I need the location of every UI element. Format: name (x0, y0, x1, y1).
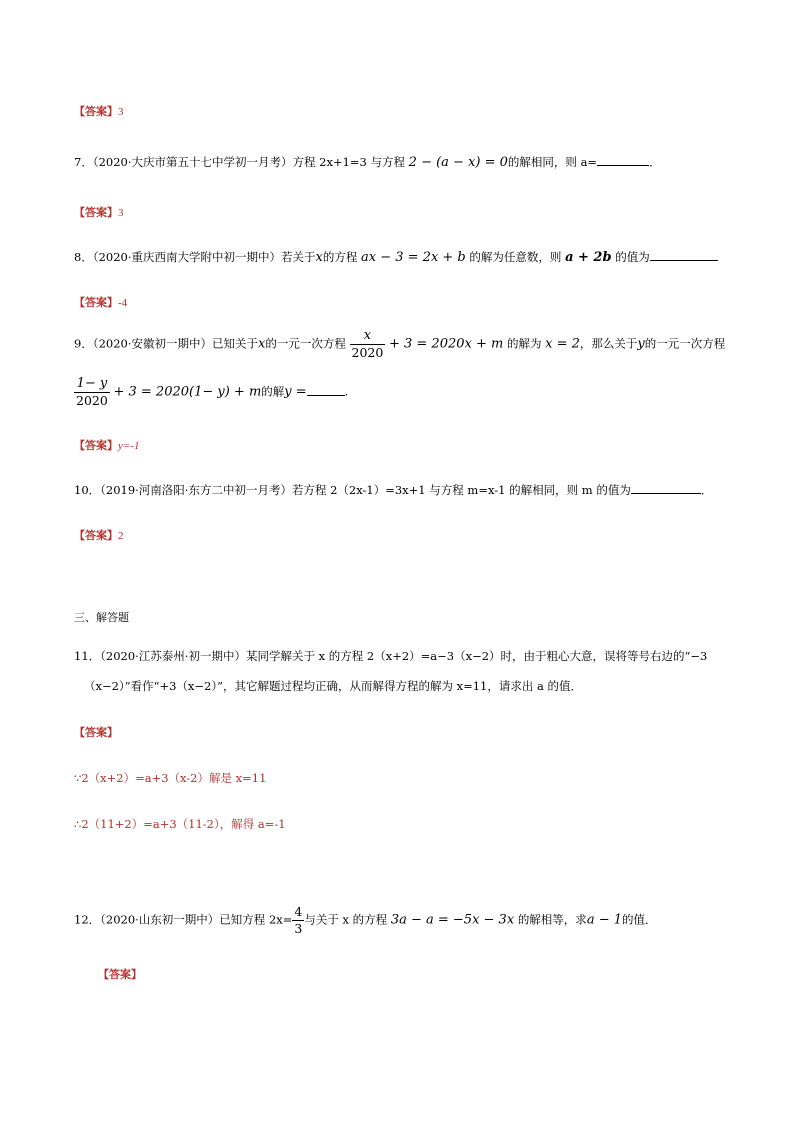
answer-label: 【答案】 (74, 105, 118, 118)
answer-6 (74, 103, 124, 120)
answer-12 (98, 966, 142, 983)
question-text: 10．（2019·河南洛阳·东方二中初一月考）若方程 2（2x-1）=3x+1 与方程 m=x-1 的解相同，则 m 的值为 (74, 483, 631, 497)
math-expression: x = 2 (545, 336, 580, 352)
answer-blank (597, 155, 649, 166)
answer-label: 【答案】 (74, 439, 118, 452)
math-expression: 3a − a = −5x − 3x (390, 912, 515, 928)
math-variable: y (637, 336, 645, 352)
answer-blank (307, 385, 345, 396)
answer-label: 【答案】 (98, 968, 142, 981)
question-7 (74, 154, 661, 171)
question-end: ． (649, 155, 661, 169)
question-text: 7．（2020·大庆市第五十七中学初一月考）方程 2x+1=3 与方程 (74, 155, 406, 169)
question-text: 的值为 (615, 250, 650, 264)
question-text: 12．（2020·山东初一期中）已知方程 2x= (74, 912, 293, 927)
question-8 (74, 249, 718, 266)
answer-label: 【答案】 (74, 206, 118, 219)
question-text: ，那么关于 (579, 336, 638, 351)
question-10 (74, 482, 712, 498)
fraction-denominator: 3 (294, 921, 303, 936)
answer-8 (74, 294, 127, 311)
question-text: 的解相同，则 a= (507, 155, 598, 169)
question-9-line-2 (74, 376, 348, 409)
answer-10 (74, 527, 124, 544)
math-expression: a − 1 (586, 912, 622, 928)
fraction-numerator: 1− y (76, 376, 108, 391)
fraction (350, 328, 386, 361)
question-end: ． (700, 483, 713, 497)
answer-11 (74, 724, 118, 741)
fraction-denominator: 2020 (351, 345, 384, 360)
answer-value: -4 (118, 297, 128, 309)
fraction-numerator: x (363, 328, 372, 343)
math-expression: a + 2b (565, 250, 612, 265)
math-expression: + 3 = 2020x + m (388, 336, 504, 352)
answer-label: 【答案】 (74, 529, 118, 542)
answer-9 (74, 437, 139, 454)
question-text: 的解为 (506, 336, 542, 351)
section-heading: 三、解答题 (74, 611, 129, 624)
question-9 (74, 328, 725, 361)
question-12 (74, 904, 657, 937)
math-expression: ax − 3 = 2x + b (361, 250, 466, 265)
fraction (292, 904, 304, 937)
question-end: . (344, 384, 349, 399)
math-variable: x (258, 336, 266, 352)
answer-value: y=-1 (118, 440, 140, 452)
question-text: 的一元一次方程 (265, 336, 346, 351)
answer-label: 【答案】 (74, 296, 118, 309)
question-text: 8．（2020·重庆西南大学附中初一期中）若关于 (74, 250, 316, 264)
answer-blank (631, 483, 701, 494)
answer-11-step-2: ∴2（11+2）=a+3（11-2），解得 a=-1 (74, 817, 286, 831)
question-text: 的解为任意数，则 (469, 250, 562, 264)
fraction (74, 376, 110, 409)
fraction-denominator: 2020 (76, 393, 108, 408)
question-text: 9．（2020·安徽初一期中）已知关于 (74, 336, 258, 351)
answer-value: 3 (118, 207, 124, 219)
answer-7 (74, 204, 124, 221)
question-text: 的解相等，求 (517, 912, 587, 927)
answer-11-step-1: ∵2（x+2）=a+3（x-2）解是 x=11 (74, 771, 267, 785)
math-expression: y = (284, 384, 307, 400)
math-variable: x (315, 250, 323, 265)
math-expression: + 3 = 2020(1− y) + m (113, 384, 262, 400)
answer-value: 2 (118, 530, 124, 542)
question-11: 11．（2020·江苏泰州·初一期中）某同学解关于 x 的方程 2（x+2）=a−3（x−2）时，由于粗心大意，误将等号右边的“−3 (74, 649, 708, 663)
answer-label: 【答案】 (74, 726, 118, 739)
question-text: 与关于 x 的方程 (304, 912, 388, 927)
answer-blank (650, 250, 718, 261)
fraction-numerator: 4 (294, 904, 303, 919)
question-text: 的一元一次方程 (644, 336, 726, 351)
answer-value: 3 (118, 106, 124, 118)
question-text: 的解 (261, 384, 285, 399)
math-expression: 2 − (a − x) = 0 (408, 155, 508, 170)
question-11-line-2: （x−2）”看作“+3（x−2）”，其它解题过程均正确，从而解得方程的解为 x=11，请求出 a 的值． (84, 679, 583, 693)
question-text: 的值． (622, 912, 657, 927)
question-text: 的方程 (322, 250, 358, 264)
